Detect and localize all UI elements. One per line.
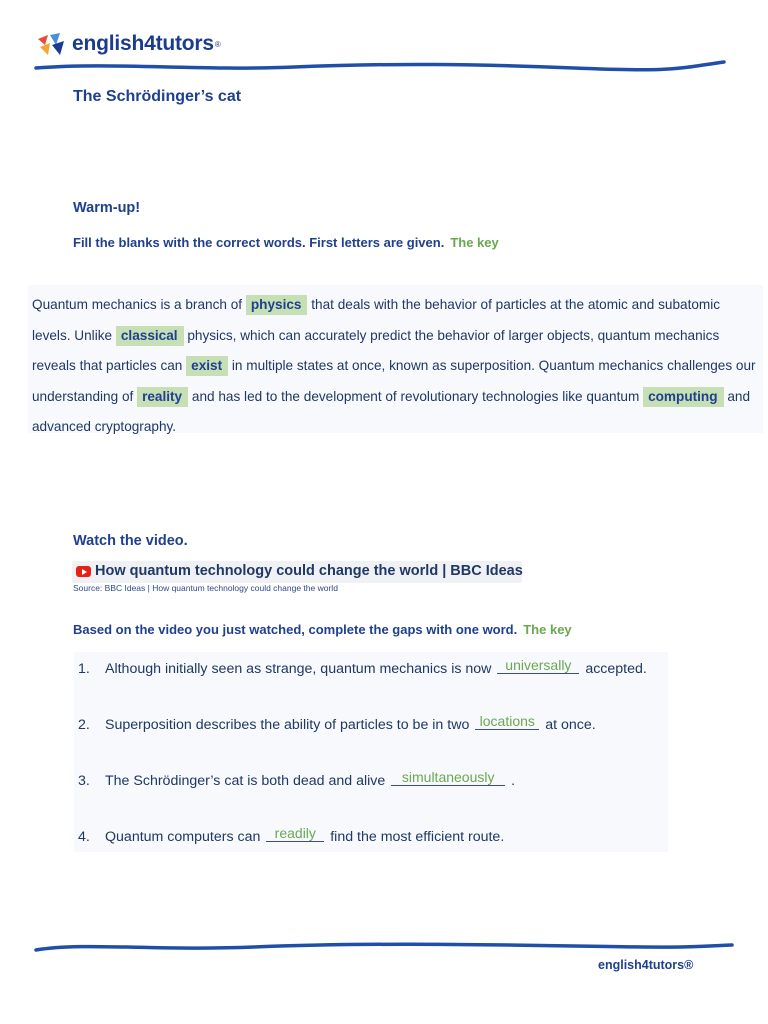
video-key-label: The key (523, 622, 572, 637)
video-instruction-text: Based on the video you just watched, complete the gaps with one word. (73, 622, 518, 637)
passage-text: physics, which can accurately predict the behavior of larger objects, quantum mechanics reveals that particles can (32, 327, 720, 373)
question-item (78, 713, 596, 733)
header-wave-divider (34, 58, 734, 76)
brand-registered-mark: ® (214, 39, 221, 49)
question-number: 4. (78, 829, 90, 845)
question-text-before: The Schrödinger’s cat is both dead and alive (105, 773, 390, 789)
question-number: 1. (78, 661, 90, 677)
question-text-after: accepted. (581, 661, 647, 677)
question-text-after: . (507, 773, 516, 789)
answer-blank: simultaneously (391, 770, 505, 786)
answer-blank: universally (497, 658, 579, 674)
brand-logo (36, 30, 221, 58)
passage-text: in multiple states at once, known as superposition. Quantum mechanics challenges our understanding of (32, 358, 756, 404)
footer-brand: english4tutors® (598, 958, 694, 972)
question-item (78, 825, 505, 845)
brand-name: english4tutors (72, 32, 214, 55)
page-title: The Schrödinger’s cat (73, 88, 242, 105)
warmup-instruction (73, 235, 499, 250)
answer-blank: locations (475, 714, 539, 730)
question-item (78, 769, 516, 789)
passage-text: and has led to the development of revolutionary technologies like quantum (188, 388, 644, 404)
passage-text: that deals with the behavior of particles at the atomic and subatomic levels. Unlike (32, 297, 721, 343)
answer-blank: readily (266, 826, 324, 842)
question-number: 3. (78, 773, 90, 789)
answer-highlight: exist (186, 356, 228, 376)
watch-heading: Watch the video. (73, 533, 188, 549)
passage-text: Quantum mechanics is a branch of (32, 297, 246, 312)
warmup-passage (32, 290, 762, 443)
passage-text: and advanced cryptography. (32, 388, 751, 434)
warmup-instruction-text: Fill the blanks with the correct words. First letters are given. (73, 235, 445, 250)
answer-highlight: computing (643, 387, 723, 407)
video-link[interactable] (76, 563, 523, 579)
question-text-after: at once. (541, 717, 596, 733)
question-number: 2. (78, 717, 90, 733)
question-item (78, 657, 647, 677)
answer-highlight: reality (137, 387, 188, 407)
warmup-heading: Warm-up! (73, 200, 141, 216)
video-instruction (73, 622, 572, 637)
warmup-key-label: The key (450, 235, 499, 250)
answer-highlight: classical (116, 326, 184, 346)
answer-highlight: physics (246, 295, 308, 315)
question-text-after: find the most efficient route. (326, 829, 505, 845)
logo-icon (36, 31, 66, 57)
question-text-before: Although initially seen as strange, quantum mechanics is now (105, 661, 496, 677)
question-text-before: Quantum computers can (105, 829, 265, 845)
footer-wave-divider (34, 938, 734, 956)
questions-background (74, 652, 668, 852)
video-link-text[interactable]: How quantum technology could change the world | BBC Ideas (95, 563, 523, 579)
question-text-before: Superposition describes the ability of particles to be in two (105, 717, 474, 733)
youtube-icon (76, 566, 91, 577)
video-source: Source: BBC Ideas | How quantum technology could change the world (73, 583, 338, 593)
